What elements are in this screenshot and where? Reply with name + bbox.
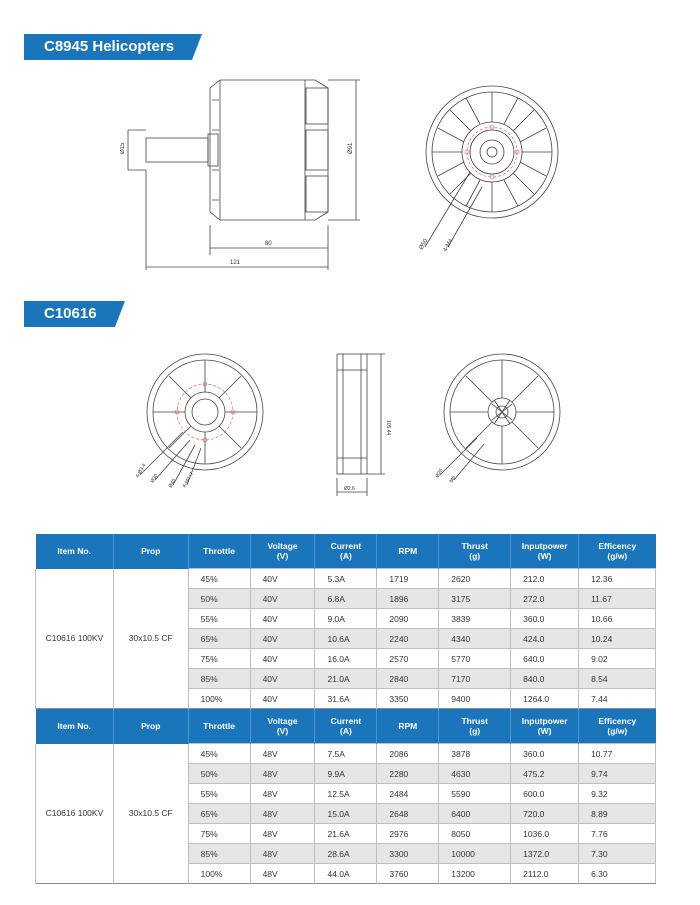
dim-len2-label: 121 [230, 260, 241, 266]
table-cell: 40V [250, 649, 315, 669]
table-cell: 7170 [439, 669, 511, 689]
table-cell: 4340 [439, 629, 511, 649]
table-cell: 8.54 [579, 669, 656, 689]
table-cell: 16.0A [315, 649, 377, 669]
table-cell: 40V [250, 609, 315, 629]
dim-e-label: Ø26 [434, 467, 445, 479]
table-cell: 2240 [377, 629, 439, 649]
performance-table [35, 534, 656, 884]
table-cell: 85% [188, 669, 250, 689]
column-header: Throttle [188, 709, 250, 744]
column-header: Prop [113, 534, 188, 569]
table-cell: 6.30 [579, 864, 656, 884]
table-cell: 55% [188, 609, 250, 629]
table-cell: 10000 [439, 844, 511, 864]
table-cell: 13200 [439, 864, 511, 884]
table-cell: 40V [250, 629, 315, 649]
table-cell: 9.74 [579, 764, 656, 784]
item-number-cell: C10616 100KV [36, 569, 114, 709]
table-cell: 7.5A [315, 744, 377, 764]
section-title-c10616: C10616 [24, 301, 115, 327]
c10616-front-view-drawing [432, 350, 562, 490]
column-header: Prop [113, 709, 188, 744]
table-cell: 2112.0 [511, 864, 579, 884]
section-title-c8945: C8945 Helicopters [24, 34, 192, 60]
table-cell: 6400 [439, 804, 511, 824]
table-cell: 11.67 [579, 589, 656, 609]
dim-height-label: 105.44 [385, 420, 391, 436]
table-cell: 720.0 [511, 804, 579, 824]
column-header: Thrust (g) [439, 534, 511, 569]
table-cell: 48V [250, 844, 315, 864]
table-cell: 8050 [439, 824, 511, 844]
column-header: Voltage (V) [250, 534, 315, 569]
table-cell: 40V [250, 569, 315, 589]
table-cell: 9.9A [315, 764, 377, 784]
table-cell: 5590 [439, 784, 511, 804]
table-cell: 7.44 [579, 689, 656, 709]
dim-bolt-circle-label: Ø50 [418, 238, 430, 251]
table-cell: 7.76 [579, 824, 656, 844]
table-cell: 212.0 [511, 569, 579, 589]
table-cell: 100% [188, 689, 250, 709]
table-cell: 8.89 [579, 804, 656, 824]
table-cell: 1372.0 [511, 844, 579, 864]
table-cell: 48V [250, 784, 315, 804]
column-header: Inputpower (W) [511, 709, 579, 744]
table-header-row [36, 534, 656, 569]
table-cell: 5.3A [315, 569, 377, 589]
table-cell: 1719 [377, 569, 439, 589]
table-cell: 31.6A [315, 689, 377, 709]
dim-hole-label: 4-M4 [442, 238, 455, 253]
table-cell: 48V [250, 864, 315, 884]
c10616-side-view-drawing [325, 350, 395, 500]
table-cell: 360.0 [511, 744, 579, 764]
table-row [36, 569, 656, 589]
c8945-side-view-drawing [120, 70, 370, 280]
dim-len1-label: 80 [265, 241, 272, 247]
table-cell: 48V [250, 824, 315, 844]
table-cell: 50% [188, 764, 250, 784]
table-cell: 48V [250, 744, 315, 764]
table-cell: 2620 [439, 569, 511, 589]
table-cell: 40V [250, 589, 315, 609]
table-cell: 10.77 [579, 744, 656, 764]
table-cell: 75% [188, 649, 250, 669]
table-cell: 2570 [377, 649, 439, 669]
table-cell: 2090 [377, 609, 439, 629]
item-number-cell: C10616 100KV [36, 744, 114, 884]
table-cell: 9.02 [579, 649, 656, 669]
table-cell: 3300 [377, 844, 439, 864]
table-cell: 3839 [439, 609, 511, 629]
column-header: Current (A) [315, 534, 377, 569]
table-cell: 65% [188, 804, 250, 824]
table-cell: 3878 [439, 744, 511, 764]
table-header-row [36, 709, 656, 744]
column-header: Item No. [36, 709, 114, 744]
table-cell: 40V [250, 689, 315, 709]
table-cell: 40V [250, 669, 315, 689]
table-cell: 7.30 [579, 844, 656, 864]
column-header: Voltage (V) [250, 709, 315, 744]
table-cell: 21.6A [315, 824, 377, 844]
table-cell: 85% [188, 844, 250, 864]
table-cell: 100% [188, 864, 250, 884]
table-cell: 75% [188, 824, 250, 844]
table-cell: 9.32 [579, 784, 656, 804]
table-cell: 65% [188, 629, 250, 649]
column-header: Thrust (g) [439, 709, 511, 744]
table-cell: 9400 [439, 689, 511, 709]
dim-body-label: Ø91 [348, 142, 354, 154]
column-header: Inputpower (W) [511, 534, 579, 569]
table-cell: 45% [188, 744, 250, 764]
table-cell: 3350 [377, 689, 439, 709]
table-cell: 2280 [377, 764, 439, 784]
table-cell: 9.0A [315, 609, 377, 629]
table-cell: 45% [188, 569, 250, 589]
table-cell: 10.24 [579, 629, 656, 649]
table-cell: 10.66 [579, 609, 656, 629]
dim-b-label: Ø30 [149, 472, 160, 484]
table-cell: 4630 [439, 764, 511, 784]
table-cell: 12.36 [579, 569, 656, 589]
table-cell: 840.0 [511, 669, 579, 689]
dim-shaft-label: Ø15 [120, 142, 126, 154]
table-cell: 360.0 [511, 609, 579, 629]
table-cell: 50% [188, 589, 250, 609]
column-header: RPM [377, 709, 439, 744]
table-cell: 3760 [377, 864, 439, 884]
table-cell: 6.8A [315, 589, 377, 609]
table-cell: 2976 [377, 824, 439, 844]
table-cell: 1036.0 [511, 824, 579, 844]
table-cell: 44.0A [315, 864, 377, 884]
column-header: Item No. [36, 534, 114, 569]
table-cell: 640.0 [511, 649, 579, 669]
table-cell: 475.2 [511, 764, 579, 784]
table-cell: 2840 [377, 669, 439, 689]
column-header: Efficency (g/w) [579, 534, 656, 569]
c10616-back-view-drawing [135, 350, 265, 490]
table-cell: 2484 [377, 784, 439, 804]
dim-f-label: M6 [448, 474, 458, 484]
dim-c-label: Ø40 [167, 477, 178, 489]
dim-a-label: 4-Ø3.4 [135, 462, 148, 479]
table-cell: 1896 [377, 589, 439, 609]
column-header: Current (A) [315, 709, 377, 744]
table-row [36, 744, 656, 764]
table-cell: 5770 [439, 649, 511, 669]
table-cell: 48V [250, 764, 315, 784]
table-cell: 55% [188, 784, 250, 804]
table-cell: 2086 [377, 744, 439, 764]
table-cell: 3175 [439, 589, 511, 609]
table-cell: 48V [250, 804, 315, 824]
table-cell: 272.0 [511, 589, 579, 609]
table-cell: 28.6A [315, 844, 377, 864]
table-cell: 2648 [377, 804, 439, 824]
prop-cell: 30x10.5 CF [113, 744, 188, 884]
dim-width-label: Ø2.6 [344, 486, 355, 492]
table-cell: 10.6A [315, 629, 377, 649]
c8945-front-view-drawing [410, 72, 580, 262]
dim-d-label: 4-M4×7 [181, 471, 196, 489]
column-header: RPM [377, 534, 439, 569]
table-cell: 15.0A [315, 804, 377, 824]
prop-cell: 30x10.5 CF [113, 569, 188, 709]
column-header: Throttle [188, 534, 250, 569]
table-cell: 600.0 [511, 784, 579, 804]
performance-table-wrapper [35, 534, 656, 884]
table-cell: 1264.0 [511, 689, 579, 709]
table-cell: 424.0 [511, 629, 579, 649]
table-cell: 21.0A [315, 669, 377, 689]
column-header: Efficency (g/w) [579, 709, 656, 744]
table-cell: 12.5A [315, 784, 377, 804]
